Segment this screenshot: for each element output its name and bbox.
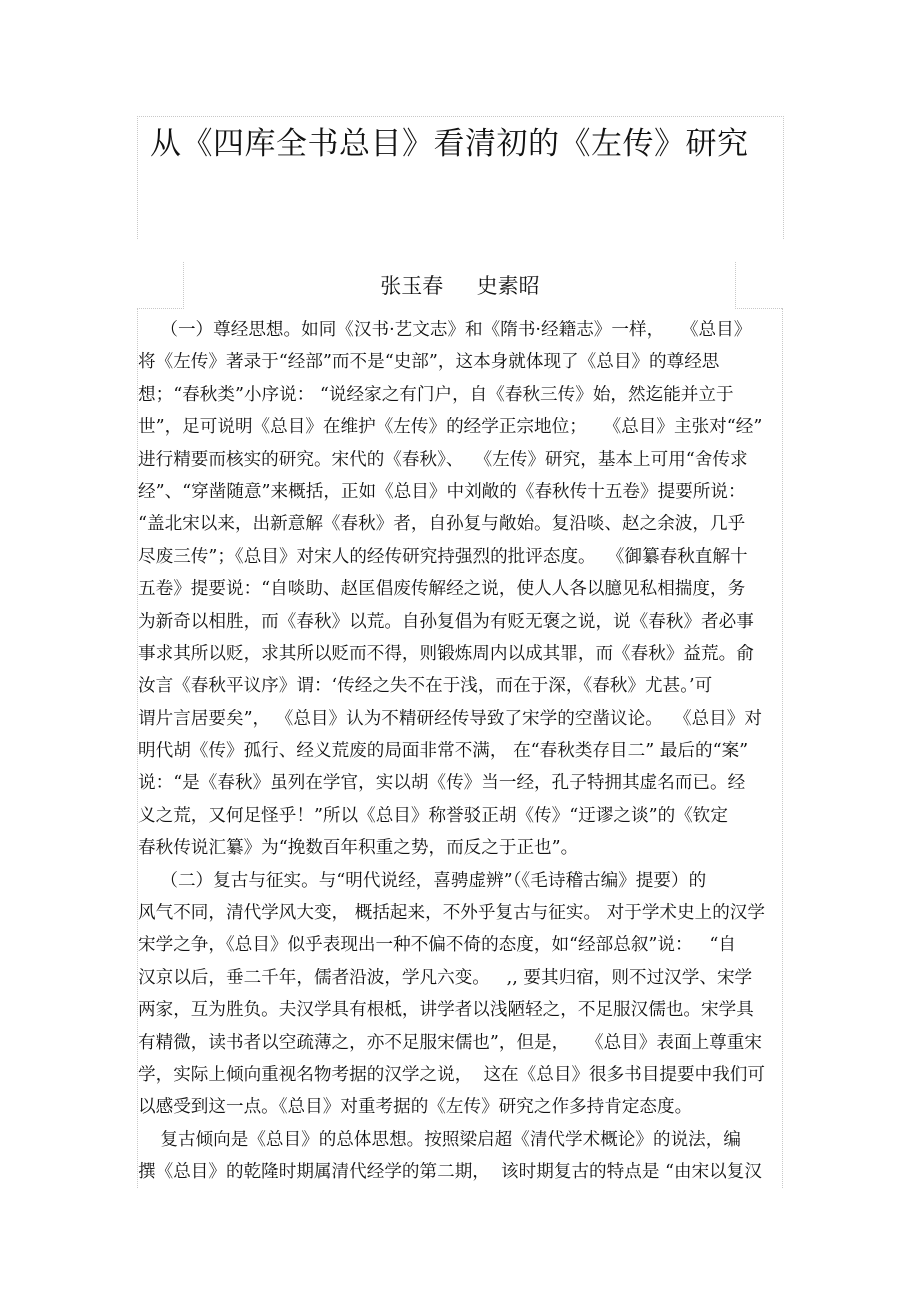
text-line: 复古倾向是《总目》的总体思想。按照梁启超《清代学术概论》的说法，编 bbox=[138, 1129, 741, 1150]
text-line: “盖北宋以来，出新意解《春秋》者，自孙复与敞始。复沿啖、赵之余波，几乎 bbox=[138, 514, 746, 535]
text-line: 说：“是《春秋》虽列在学官，实以胡《传》当一经，孔子特拥其虚名而已。经 bbox=[138, 773, 746, 794]
document-body bbox=[138, 314, 783, 1189]
text-line: 宋学之争，《总目》似乎表现出一种不偏不倚的态度，如“经部总叙”说： “自 bbox=[138, 935, 736, 956]
text-line: 两家，互为胜负。夫汉学具有根柢，讲学者以浅陋轻之，不足服汉儒也。宋学具 bbox=[138, 1000, 754, 1021]
text-line: 想；“春秋类”小序说： “说经家之有门户，自《春秋三传》始，然迄能并立于 bbox=[138, 384, 734, 405]
document-title: 从《四库全书总目》看清初的《左传》研究 bbox=[150, 126, 749, 162]
text-line: 学，实际上倾向重视名物考据的汉学之说， 这在《总目》很多书目提要中我们可 bbox=[138, 1064, 765, 1085]
text-line: 进行精要而核实的研究。宋代的《春秋》、 《左传》研究，基本上可用“舍传求 bbox=[138, 449, 748, 470]
text-line: 汝言《春秋平议序》谓：‘传经之失不在于浅，而在于深，《春秋》尤甚。’可 bbox=[138, 676, 713, 697]
text-line: 事求其所以贬，求其所以贬而不得，则锻炼周内以成其罪，而《春秋》益荒。俞 bbox=[138, 643, 754, 664]
text-line: 春秋传说汇纂》为“挽数百年积重之势，而反之于正也”。 bbox=[138, 838, 579, 859]
text-line: （二）复古与征实。与“明代说经，喜骋虚辨”（《毛诗稽古编》提要）的 bbox=[138, 870, 707, 891]
text-line: 将《左传》著录于“经部”而不是“史部”，这本身就体现了《总目》的尊经思 bbox=[138, 352, 720, 373]
document-authors: 张玉春 史素昭 bbox=[380, 274, 540, 298]
text-line: 尽废三传”；《总目》对宋人的经传研究持强烈的批评态度。 《御纂春秋直解十 bbox=[138, 546, 748, 567]
text-line: （一）尊经思想。如同《汉书·艺文志》和《隋书·经籍志》一样， 《总目》 bbox=[138, 320, 752, 340]
text-line: 经”、“穿凿随意”来概括，正如《总目》中刘敞的《春秋传十五卷》提要所说： bbox=[138, 481, 746, 502]
text-line: 风气不同，清代学风大变， 概括起来，不外乎复古与征实。 对于学术史上的汉学 bbox=[138, 903, 765, 924]
text-line: 谓片言居要矣”， 《总目》认为不精研经传导致了宋学的空凿议论。 《总目》对 bbox=[138, 708, 762, 729]
text-line: 义之荒，又何足怪乎！”所以《总目》称誉驳正胡《传》“迂谬之谈”的《钦定 bbox=[138, 805, 728, 826]
text-line: 以感受到这一点。《总目》对重考据的《左传》研究之作多持肯定态度。 bbox=[138, 1097, 693, 1118]
text-line: 明代胡《传》孤行、经义荒废的局面非常不满， 在“春秋类存目二” 最后的“案” bbox=[138, 741, 749, 762]
text-line: 汉京以后，垂二千年，儒者沿波，学凡六变。 ,, 要其归宿，则不过汉学、宋学 bbox=[138, 967, 753, 988]
text-line: 为新奇以相胜，而《春秋》以荒。自孙复倡为有贬无褒之说，说《春秋》者必事 bbox=[138, 611, 754, 632]
text-line: 撰《总目》的乾隆时期属清代经学的第二期， 该时期复古的特点是 “由宋以复汉 bbox=[138, 1162, 762, 1183]
text-line: 五卷》提要说：“自啖助、赵匡倡废传解经之说，使人人各以臆见私相揣度，务 bbox=[138, 579, 746, 600]
text-line: 有精微，读书者以空疏薄之，亦不足服宋儒也”，但是， 《总目》表面上尊重宋 bbox=[138, 1032, 762, 1053]
text-line: 世”，足可说明《总目》在维护《左传》的经学正宗地位； 《总目》主张对“经” bbox=[138, 417, 763, 438]
